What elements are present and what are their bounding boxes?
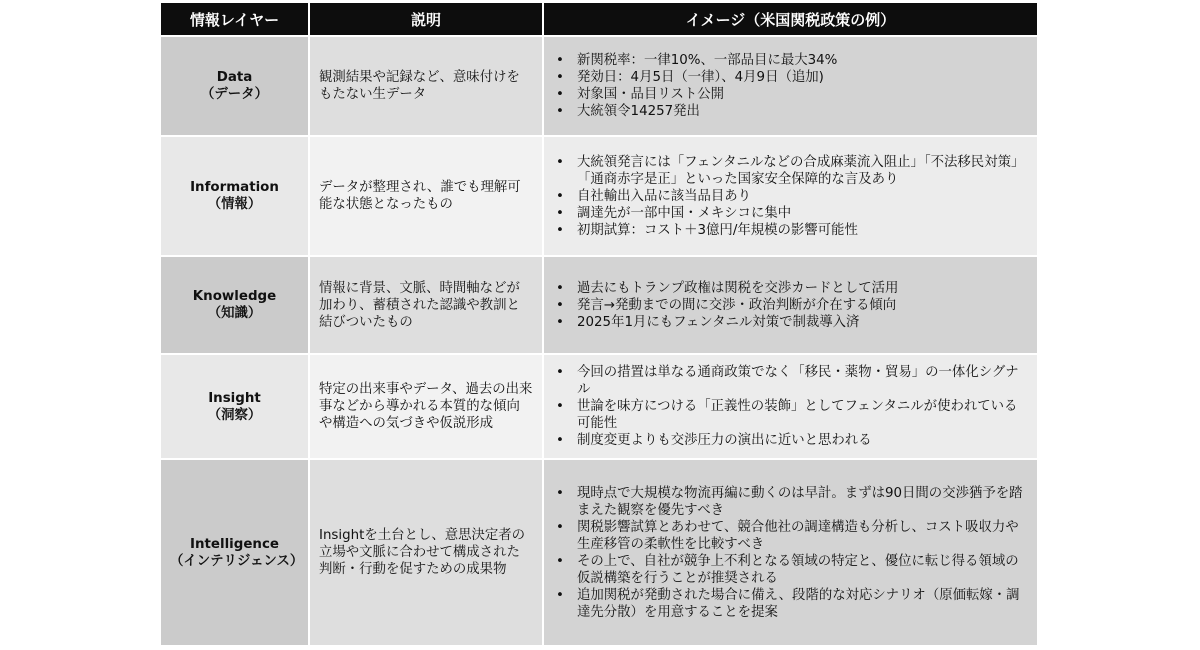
table-row-information <box>161 136 1037 256</box>
example-text: その上で、自社が競争上不利となる領域の特定と、優位に転じ得る領域の仮説構築を行うことが推奨される <box>577 553 1019 586</box>
layer-name: Intelligence <box>190 536 279 552</box>
example-cell <box>543 36 1037 136</box>
header-row <box>161 3 1037 36</box>
example-text: 追加関税が発動された場合に備え、段階的な対応シナリオ（原価転嫁・調達先分散）を用意することを提案 <box>577 587 1020 620</box>
list-item <box>553 485 1028 519</box>
list-item <box>553 519 1028 553</box>
example-text: 発効日：4月5日（一律）、4月9日（追加) <box>577 70 824 85</box>
example-text: 関税影響試算とあわせて、競合他社の調達構造も分析し、コスト吸収力や生産移管の柔軟性を比較すべき <box>577 519 1019 552</box>
layer-cell <box>161 459 309 645</box>
bullet-icon: • <box>556 154 564 170</box>
list-item <box>553 297 1028 314</box>
example-text: 現時点で大規模な物流再編に動くのは早計。まずは90日間の交渉猶予を踏まえた観察を優先すべき <box>577 485 1023 518</box>
example-list <box>553 364 1028 449</box>
list-item <box>553 86 1028 103</box>
list-item <box>553 154 1028 188</box>
example-list <box>553 52 1028 120</box>
bullet-icon: • <box>556 205 564 221</box>
bullet-icon: • <box>556 70 564 85</box>
header-layer: 情報レイヤー <box>161 3 309 36</box>
layer-subtitle: （インテリジェンス） <box>170 553 304 569</box>
description-cell: 観測結果や記録など、意味付けをもたない生データ <box>309 36 543 136</box>
bullet-icon: • <box>556 87 564 102</box>
bullet-icon: • <box>556 587 564 603</box>
example-list <box>553 154 1028 239</box>
bullet-icon: • <box>556 188 564 204</box>
list-item <box>553 103 1028 120</box>
list-item <box>553 205 1028 222</box>
description-cell: 情報に背景、文脈、時間軸などが加わり、蓄積された認識や教訓と結びついたもの <box>309 256 543 354</box>
list-item <box>553 280 1028 297</box>
example-text: 大統領令14257発出 <box>577 104 700 119</box>
example-list <box>553 485 1028 621</box>
example-cell <box>543 136 1037 256</box>
list-item <box>553 188 1028 205</box>
example-text: 発言→発動までの間に交渉・政治判断が介在する傾向 <box>577 297 897 313</box>
description-cell: データが整理され、誰でも理解可能な状態となったもの <box>309 136 543 256</box>
list-item <box>553 69 1028 86</box>
list-item <box>553 398 1028 432</box>
layer-name: Insight <box>208 390 261 406</box>
example-cell <box>543 459 1037 645</box>
bullet-icon: • <box>556 519 564 535</box>
layer-subtitle: （洞察） <box>207 407 262 423</box>
list-item <box>553 52 1028 69</box>
example-text: 2025年1月にもフェンタニル対策で制裁導入済 <box>577 314 860 330</box>
example-text: 対象国・品目リスト公開 <box>577 87 725 102</box>
example-text: 制度変更よりも交渉圧力の演出に近いと思われる <box>577 433 872 448</box>
list-item <box>553 587 1028 621</box>
table-row-intelligence <box>161 459 1037 645</box>
layer-subtitle: （情報） <box>207 197 262 212</box>
example-text: 初期試算：コスト＋3億円/年規模の影響可能性 <box>577 222 858 238</box>
example-list <box>553 280 1028 331</box>
layer-name: Knowledge <box>192 289 277 304</box>
header-example: イメージ（米国関税政策の例） <box>543 3 1037 36</box>
table-row-insight <box>161 354 1037 459</box>
bullet-icon: • <box>556 553 564 569</box>
layer-name: Information <box>190 180 279 195</box>
bullet-icon: • <box>556 53 564 68</box>
list-item <box>553 314 1028 331</box>
layer-cell <box>161 136 309 256</box>
description-cell: Insightを土台とし、意思決定者の立場や文脈に合わせて構成された判断・行動を促すための成果物 <box>309 459 543 645</box>
list-item <box>553 553 1028 587</box>
bullet-icon: • <box>556 314 564 330</box>
layer-name: Data <box>216 70 253 85</box>
example-cell <box>543 354 1037 459</box>
example-text: 世論を味方につける「正義性の装飾」としてフェンタニルが使われている可能性 <box>577 399 1018 431</box>
layer-cell <box>161 354 309 459</box>
example-text: 今回の措置は単なる通商政策でなく「移民・薬物・貿易」の一体化シグナル <box>577 365 1019 397</box>
layer-cell <box>161 256 309 354</box>
bullet-icon: • <box>556 399 564 414</box>
dikw-table <box>161 3 1037 645</box>
bullet-icon: • <box>556 485 564 501</box>
example-text: 過去にもトランプ政権は関税を交渉カードとして活用 <box>577 280 899 296</box>
bullet-icon: • <box>556 280 564 296</box>
layer-cell <box>161 36 309 136</box>
example-text: 調達先が一部中国・メキシコに集中 <box>577 205 792 221</box>
bullet-icon: • <box>556 297 564 313</box>
bullet-icon: • <box>556 365 564 380</box>
list-item <box>553 364 1028 398</box>
example-text: 新関税率：一律10%、一部品目に最大34% <box>577 53 838 68</box>
example-text: 自社輸出入品に該当品目あり <box>577 188 752 204</box>
example-text: 大統領発言には「フェンタニルなどの合成麻薬流入阻止」「不法移民対策」「通商赤字是正」といった国家安全保障的な言及あり <box>577 154 1025 187</box>
description-cell: 特定の出来事やデータ、過去の出来事などから導かれる本質的な傾向や構造への気づきや仮説形成 <box>309 354 543 459</box>
table-row-data <box>161 36 1037 136</box>
bullet-icon: • <box>556 433 564 448</box>
list-item <box>553 432 1028 449</box>
bullet-icon: • <box>556 104 564 119</box>
list-item <box>553 222 1028 239</box>
table-row-knowledge <box>161 256 1037 354</box>
layer-subtitle: （知識） <box>207 306 262 321</box>
bullet-icon: • <box>556 222 564 238</box>
layer-subtitle: （データ） <box>201 87 268 102</box>
header-description: 説明 <box>309 3 543 36</box>
example-cell <box>543 256 1037 354</box>
